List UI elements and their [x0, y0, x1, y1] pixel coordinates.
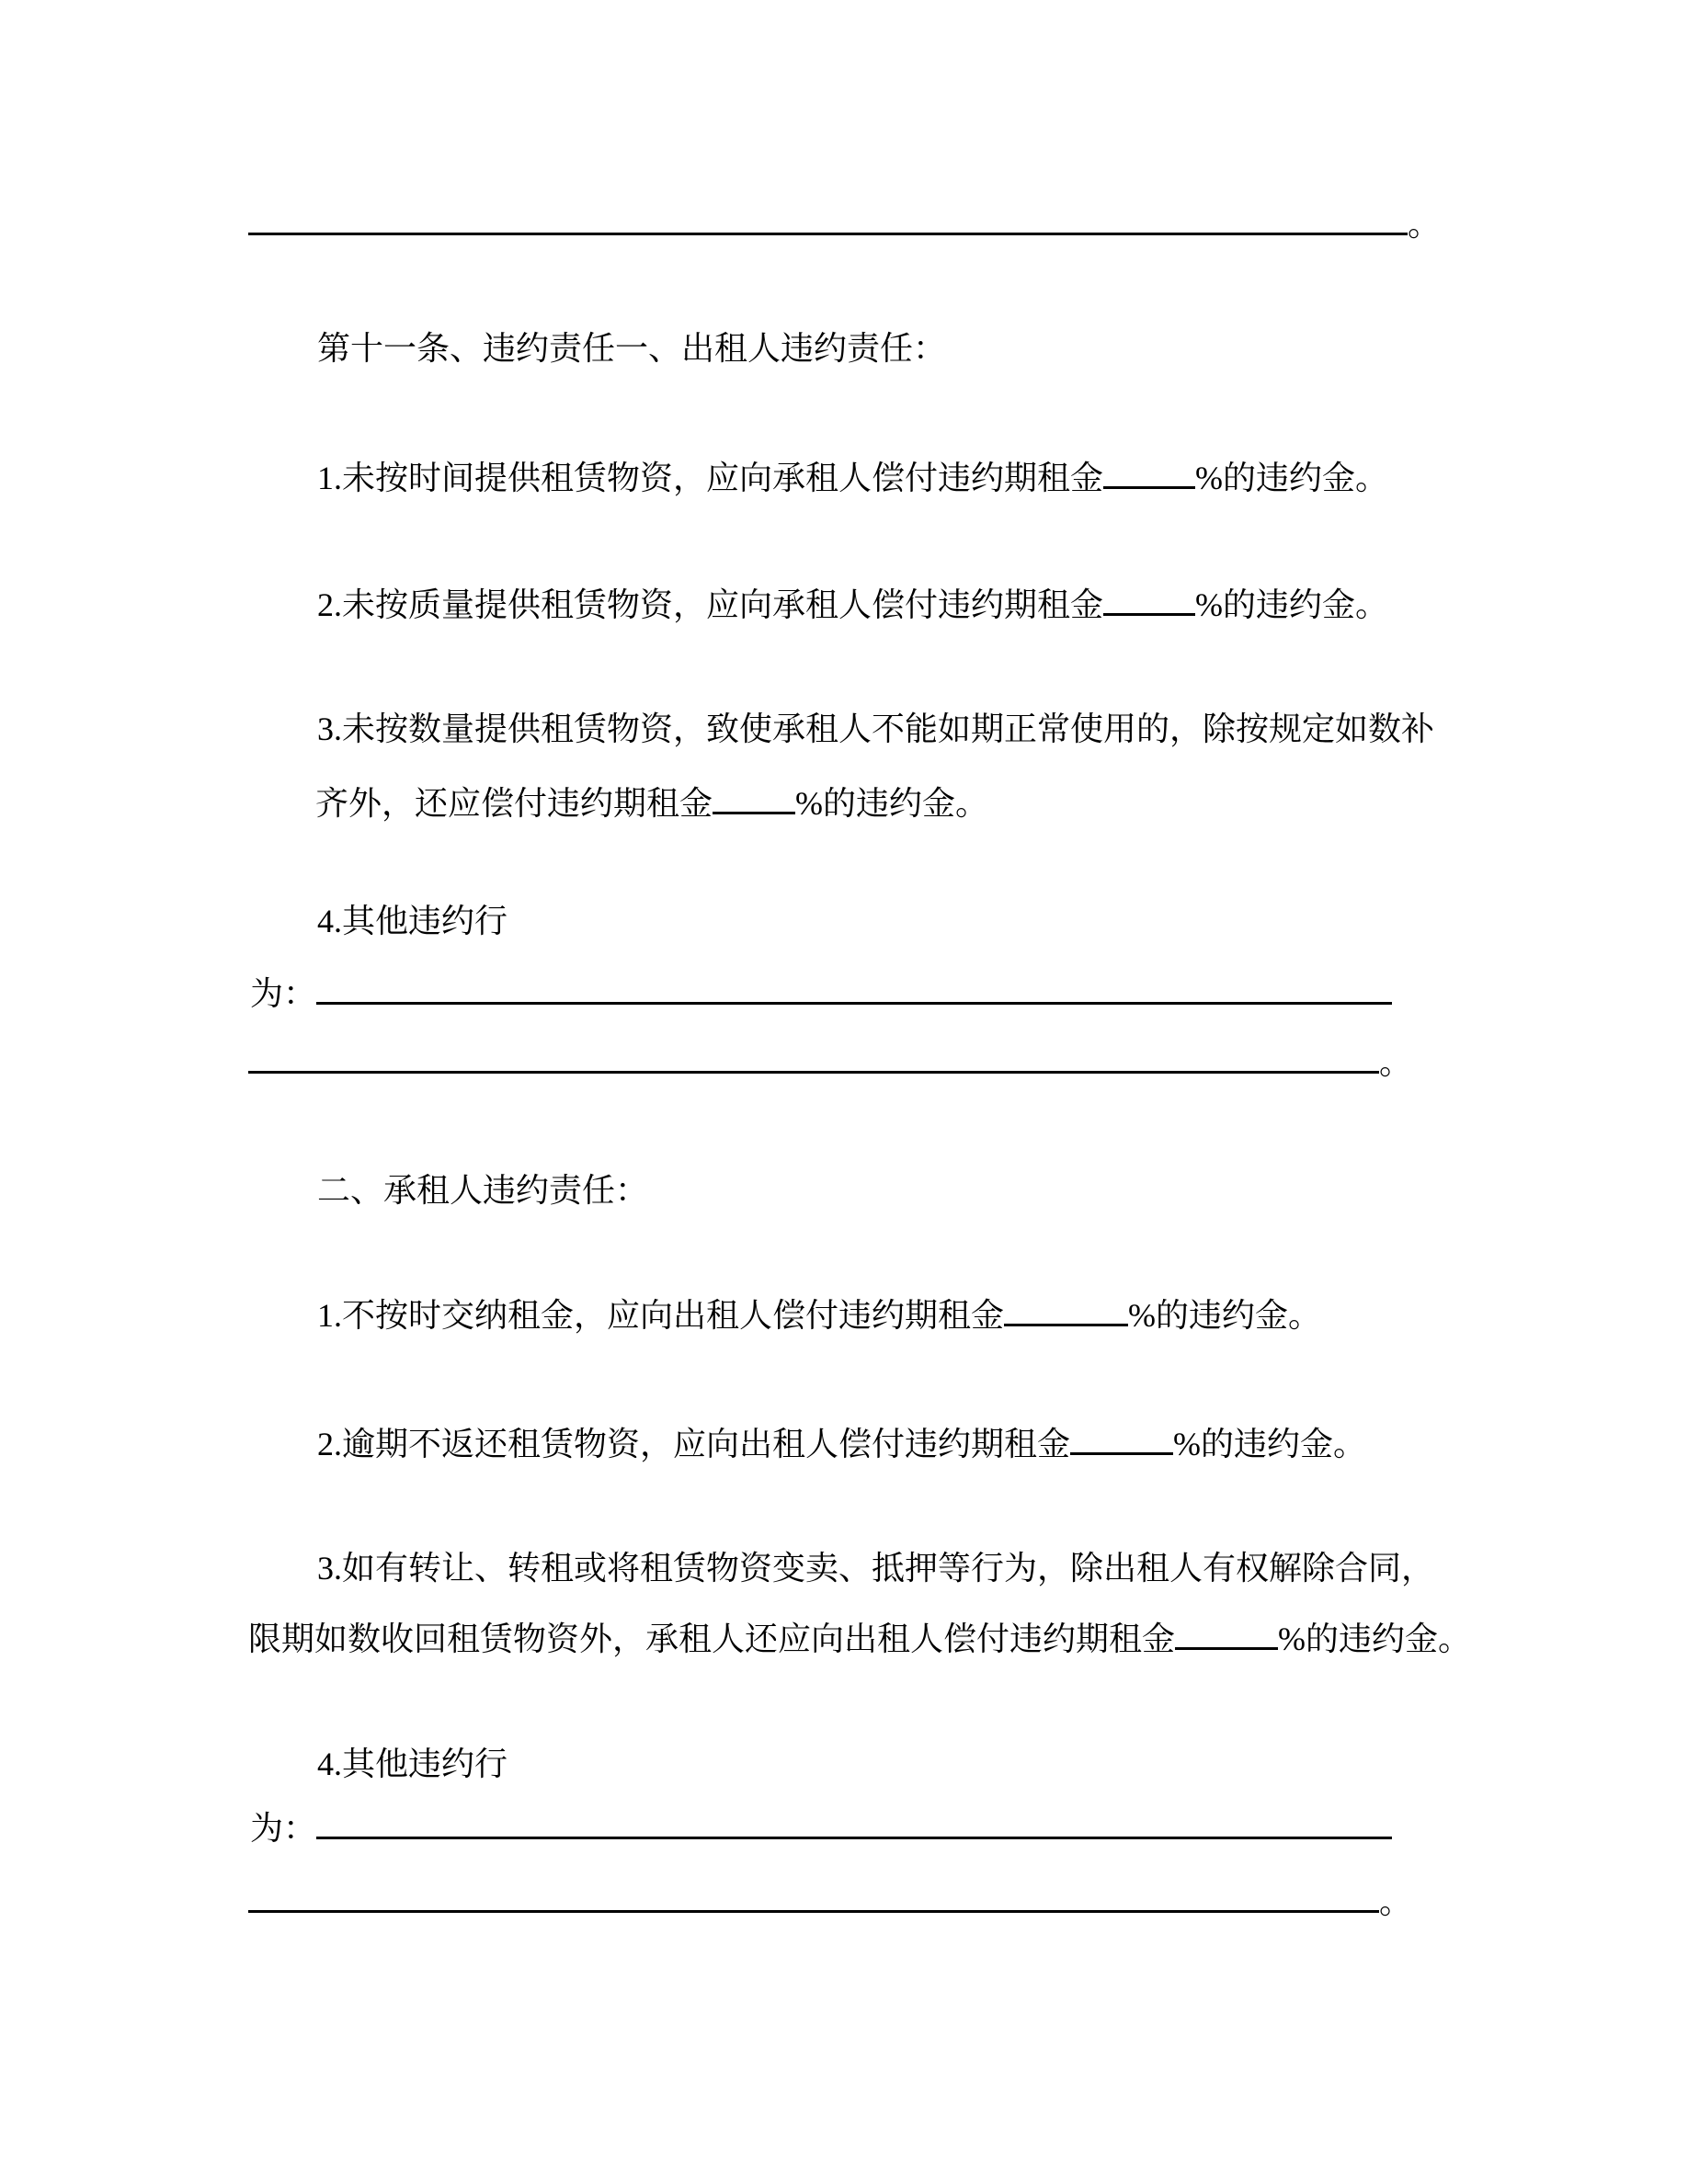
wei-label: 为：	[250, 975, 317, 1012]
item-text: %的违约金。	[1128, 1297, 1322, 1334]
item-text: 1.未按时间提供租赁物资，应向承租人偿付违约期租金	[317, 460, 1104, 496]
section1-item1	[317, 453, 1388, 500]
section2-item4	[317, 1742, 508, 1786]
section1-item3-line1	[317, 707, 1434, 751]
section1-heading-text: 第十一条、违约责任一、出租人违约责任：	[317, 330, 947, 367]
blank-fill-line	[248, 199, 1408, 235]
section2-heading-text: 二、承租人违约责任：	[317, 1172, 649, 1209]
wei-label: 为：	[250, 1810, 317, 1847]
item-text: %的违约金。	[795, 785, 989, 822]
item-text: 4.其他违约行	[317, 1746, 508, 1782]
section2-item3-line2	[248, 1614, 1471, 1661]
section2-heading	[317, 1168, 648, 1212]
item-text: 2.逾期不返还租赁物资，应向出租人偿付违约期租金	[317, 1426, 1071, 1462]
line-end-period: 。	[1379, 1883, 1413, 1920]
item-text: %的违约金。	[1173, 1426, 1367, 1462]
blank-percent-field	[1103, 453, 1195, 489]
item-text: 3.如有转让、转租或将租赁物资变卖、抵押等行为，除出租人有权解除合同，	[317, 1550, 1435, 1587]
blank-fill-line	[316, 1803, 1392, 1839]
blank-fill-line	[316, 969, 1392, 1005]
blank-percent-field	[1004, 1291, 1128, 1326]
intro-fill-line-row	[248, 199, 1441, 246]
blank-percent-field	[1103, 580, 1195, 616]
item-text: 3.未按数量提供租赁物资，致使承租人不能如期正常使用的，除按规定如数补	[317, 711, 1435, 747]
blank-percent-field	[1070, 1419, 1173, 1455]
item-text: 4.其他违约行	[317, 903, 508, 939]
section2-item3-line1	[317, 1546, 1434, 1590]
line-end-period: 。	[1379, 1044, 1413, 1081]
item-text: 1.不按时交纳租金，应向出租人偿付违约期租金	[317, 1297, 1005, 1334]
item-text: %的违约金。	[1195, 460, 1389, 496]
section2-item2	[317, 1419, 1366, 1466]
section1-item3-line2	[315, 779, 988, 825]
section2-item1	[317, 1291, 1321, 1337]
item-text: 限期如数收回租赁物资外，承租人还应向出租人偿付违约期租金	[248, 1621, 1176, 1657]
line-end-period: 。	[1408, 206, 1442, 243]
item-text: %的违约金。	[1195, 586, 1389, 623]
item-text: 2.未按质量提供租赁物资，应向承租人偿付违约期租金	[317, 586, 1104, 623]
blank-percent-field	[713, 779, 795, 814]
section1-tail-fill-row	[248, 1038, 1412, 1085]
section2-wei-fill-row	[250, 1803, 1392, 1850]
section1-item4	[317, 899, 508, 943]
section1-item2	[317, 580, 1388, 627]
section2-tail-fill-row	[248, 1877, 1412, 1924]
section1-wei-fill-row	[250, 969, 1392, 1016]
blank-fill-line	[248, 1877, 1379, 1913]
section1-heading	[317, 326, 946, 370]
item-text: %的违约金。	[1278, 1621, 1472, 1657]
blank-percent-field	[1175, 1614, 1278, 1650]
item-text: 齐外，还应偿付违约期租金	[315, 785, 713, 822]
blank-fill-line	[248, 1038, 1379, 1074]
